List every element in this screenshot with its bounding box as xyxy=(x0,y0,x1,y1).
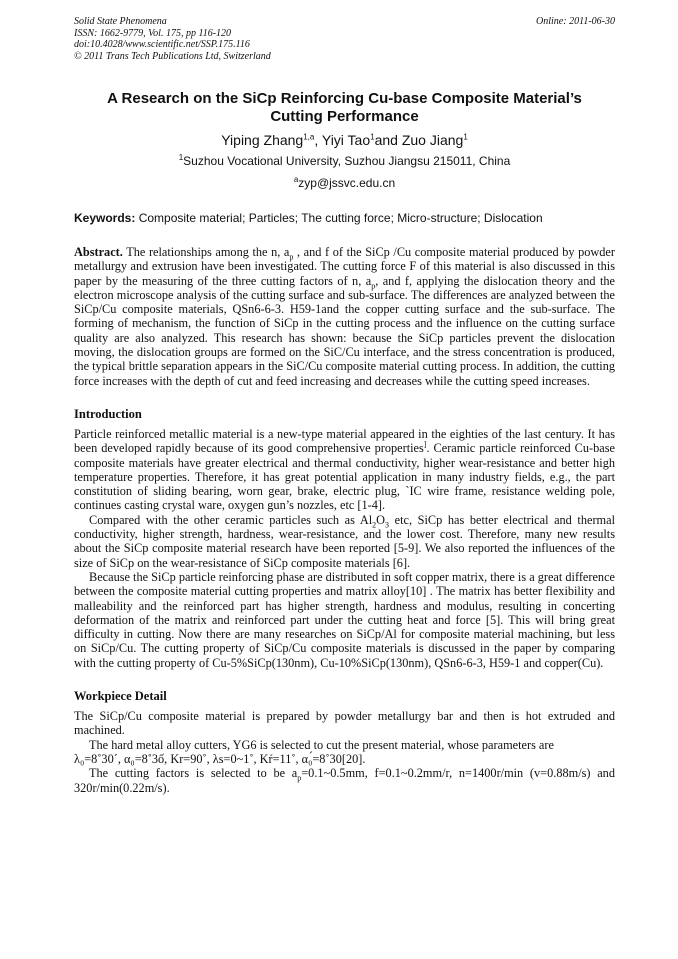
workpiece-paragraph-2 xyxy=(74,738,615,767)
abstract-text-2: , and f of the SiCp /Cu composite material produced by powder metallurgy and extrusion have been investigated. The cutting force F of this material is also discussed in this paper by the measuring of the three cutting factors of n, a xyxy=(74,245,615,288)
author-email xyxy=(74,176,615,191)
workpiece-p3-text-a: The cutting factors is selected to be a xyxy=(89,766,298,781)
abstract-text-1: The relationships among the n, a xyxy=(122,245,290,259)
workpiece-p3-text-b: =0.1~0.5mm, f=0.1~0.2mm/r, n=1400r/min (v=0.88m/s) and 320r/min(0.22m/s). xyxy=(74,766,615,795)
author-list xyxy=(74,131,615,149)
intro-p2-sub-2: 3 xyxy=(385,520,390,530)
email-address: zyp@jssvc.edu.cn xyxy=(298,176,396,190)
introduction-heading: Introduction xyxy=(74,406,142,421)
abstract-sub-2: p xyxy=(371,281,376,291)
affiliation-mark: 1 xyxy=(178,153,184,162)
keywords-text: Composite material; Particles; The cutting force; Micro-structure; Dislocation xyxy=(135,211,543,225)
intro-p1-citation-mark: ] xyxy=(423,440,427,450)
workpiece-paragraph-3 xyxy=(74,766,615,795)
abstract xyxy=(74,245,615,388)
author-2-affiliation-mark: 1 xyxy=(370,132,375,142)
workpiece-p2-text-b: λ₀=8˚30´, α₀=8˚3ố, Kr=90˚, λs=0~1˚, Kŕ=11˚, α₀́=8˚30[20]. xyxy=(74,751,366,766)
intro-p2-text-a: Compared with the other ceramic particles such as Al xyxy=(89,512,373,527)
intro-p2-text-c: etc, SiCp has better electrical and thermal conductivity, higher strength, hardness, wear-resistance, and the lower cost. Therefore, many new results about the SiCp composite material research have been reported [5-9]. We also reported the influences of the size of SiCp on the wear-resistance of SiCp composite materials [6]. xyxy=(74,512,615,570)
intro-p2-sub-1: 2 xyxy=(372,520,377,530)
author-3-name: and Zuo Jiang xyxy=(374,132,464,148)
workpiece-heading: Workpiece Detail xyxy=(74,689,167,704)
abstract-text-3: , and f, applying the dislocation theory and the electron microscope analysis of the cutting surface and sub-surface. The differences are analyzed between the SiCp/Cu composite materials, QSn6-6-3. H59-1and the copper cutting surface and the sub-surface. The forming of mechanism, the function of SiCp in the cutting process and the influence on the cutting surface quality are also analyzed. This research has shown: because the SiCp particles prevent the dislocation moving, the dislocation groups are formed on the SiC/Cu interface, and the stress concentration is produced, the typical brittle separation appears in the SiC/Cu composite material cutting process. In addition, the cutting force increases with the depth of cut and feed increasing and decreases while the cutting speed increases. xyxy=(74,273,615,388)
journal-copyright: © 2011 Trans Tech Publications Ltd, Switzerland xyxy=(74,50,271,62)
intro-p1-text-a: Particle reinforced metallic material is a new-type material appeared in the eighties of the last century. It has been developed rapidly because of its good comprehensive properties xyxy=(74,426,615,456)
email-mark: a xyxy=(293,175,299,184)
author-1-affiliation-mark: 1,a xyxy=(303,132,315,142)
keywords-label: Keywords: xyxy=(74,211,136,225)
introduction-paragraph-3: Because the SiCp particle reinforcing phase are distributed in soft copper matrix, there is a great difference between the composite material cutting properties and matrix alloy[10] . The matrix has better flexibility and malleability and the reinforced part has higher strength, hardness and modulus, resulting in concerting deformation of the matrix and reinforced part under the cutting heat and force [5]. This will bring great difficulty in cutting. Now there are many researches on SiCp/Al for composite material machining, but less on SiCp/Cu. The cutting property of SiCp/Cu composite materials is discussed in the paper by comparing with the cutting property of Cu-5%SiCp(130nm), Cu-10%SiCp(130nm), QSn6-6-3, H59-1 and copper(Cu). xyxy=(74,569,615,670)
affiliation-text: Suzhou Vocational University, Suzhou Jiangsu 215011, China xyxy=(183,154,511,168)
abstract-label: Abstract. xyxy=(74,245,123,259)
abstract-sub-1: p xyxy=(289,252,294,262)
workpiece-p2-text-a: The hard metal alloy cutters, YG6 is selected to cut the present material, whose parameters are xyxy=(89,737,554,752)
workpiece-paragraph-1: The SiCp/Cu composite material is prepared by powder metallurgy bar and then is hot extruded and machined. xyxy=(74,709,615,738)
keywords xyxy=(74,211,615,226)
author-2-name: , Yiyi Tao xyxy=(314,132,371,148)
journal-issn: ISSN: 1662-9779, Vol. 175, pp 116-120 xyxy=(74,27,232,39)
paper-title-line-2: Cutting Performance xyxy=(270,108,419,125)
journal-name: Solid State Phenomena xyxy=(74,16,167,27)
affiliation xyxy=(74,154,615,169)
journal-header xyxy=(74,16,615,62)
workpiece-p3-sub: p xyxy=(297,773,302,783)
paper-title-line-1: A Research on the SiCp Reinforcing Cu-base Composite Material’s xyxy=(107,90,582,107)
author-1-name: Yiping Zhang xyxy=(221,132,304,148)
introduction-paragraph-1 xyxy=(74,427,615,513)
author-3-affiliation-mark: 1 xyxy=(463,132,468,142)
paper-title xyxy=(74,90,615,126)
journal-doi: doi:10.4028/www.scientific.net/SSP.175.116 xyxy=(74,39,250,50)
intro-p1-text-b: . Ceramic particle reinforced Cu-base composite materials have greater electrical and thermal conductivity, higher wear-resistance and better high temperature properties. Therefore, it has great potential application in many industry fields, e.g., the part constitution of sliding bearing, worn gear, brake, electric plug, `IC wire frame, resistance welding pole, continues casting crystal ware, oxygen gun’s nozzles, etc [1-4]. xyxy=(74,441,615,513)
online-date: Online: 2011-06-30 xyxy=(536,16,615,27)
introduction-paragraph-2 xyxy=(74,513,615,570)
intro-p2-text-b: O xyxy=(376,512,386,527)
